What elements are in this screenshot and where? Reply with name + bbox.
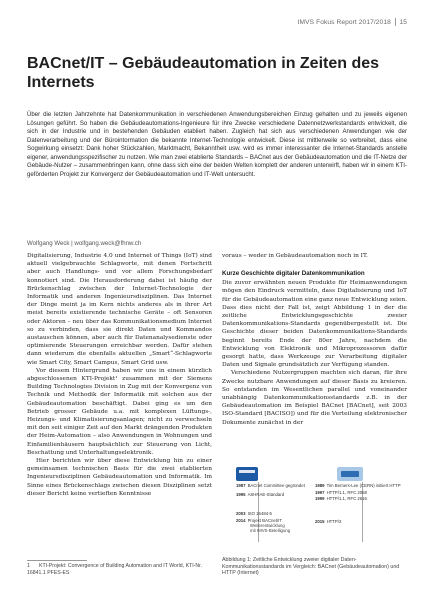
ashrae-logo [236, 467, 258, 481]
right-column [222, 252, 407, 427]
left-paragraph-2: Vor diesem Hintergrund haben wir uns in einem kürzlich abgeschlossenen KTI-Projekt¹ zusammen mit der Siemens Building Technologies Division in Zug mit der Konvergenz von Technik und Methodik der Informatik mit solchen aus der Gebäudeautomation beschäftigt. Dabei ging es um den Betrieb grosser Gebäude u.a. mit komplexen Lüftungs-, Heizungs- und Klimatisierungsanlagen; nicht zu verwechseln mit den seit einiger Zeit auf den Markt drängenden Produkten der Heim-Automation – also Anwendungen in Wohnungen und Einfamilienhäusern hauptsächlich zur Steuerung von Licht, Beschattung und Unterhaltungselektronik. [27, 367, 212, 456]
left-column [27, 252, 212, 498]
timeline-event: 2014 Projekt BACnet/IT [236, 518, 282, 523]
timeline-event: 1995 ASHRAE-Standard [236, 492, 285, 497]
article-title: BACnet/IT – Gebäudeautomation in Zeiten des Internets [27, 55, 380, 91]
timeline-event: 1989 Tim Berners-Lee (CERN) initiiert HTTP [315, 483, 401, 488]
timeline-event: 1987 BACnet Committee gegründet [236, 483, 305, 488]
timeline-event: 2003 ISO 16484-5 [236, 511, 272, 516]
timeline-event: 1999 HTTP/1.1, RFC 2616 [315, 496, 367, 501]
ietf-logo [337, 467, 363, 481]
footnote-text: KTI-Projekt: Convergence of Building Automation and IT World, KTI-Nr. 16841.1 PFES-ES [27, 563, 202, 576]
timeline-event-note: mit IMVS-Beteiligung [250, 528, 291, 533]
footnote-number: 1 [27, 563, 30, 569]
author-line: Wolfgang Weck | wolfgang.weck@fhnw.ch [27, 240, 142, 247]
right-paragraph-2: Die zuvor erwähnten neuen Produkte für Heimanwendungen mögen den Eindruck vermitteln, dass Digitalisierung und IoT für die Gebäudeautomation eine ganz neue Entwicklung seien. Dass dies nicht der Fall ist, zeigt Abbildung 1 in der die zeitliche Entwicklungsgeschichte zweier Datenkommunikations-Standards gegenübergestellt ist. Die Geschichte dieser beiden Datenkommunikations-Standards beginnt bereits Ende der 80er Jahre, nachdem die Entwicklung von Elektronik und Mikroprozessoren dafür gesorgt hatte, dass Werkzeuge zur Verarbeitung digitaler Daten und Signale grundsätzlich zur Verfügung standen. [222, 280, 407, 369]
footnote [27, 563, 212, 576]
right-paragraph-3: Verschiedene Nutzergruppen machten sich daran, für ihre Zwecke nutzbare Anwendungen auf dieser Basis zu kreieren. So entstanden im Wesentlichen parallel und voneinander unabhängig Datenkommunikationsstandards z.B. in der Gebäudeautomation im Beispiel BACnet [BACnet], seit 2003 ISO-Standard [BACISO]) und für die Verteilung elektronischer Dokumente zunächst in der [222, 370, 407, 426]
timeline-figure [222, 467, 407, 554]
timeline-event: 1997 HTTP/1.1, RFC 2068 [315, 490, 367, 495]
right-paragraph-1: voraus – weder in Gebäudeautomation noch in IT. [222, 253, 368, 259]
left-paragraph-1: Digitalisierung, Industrie 4.0 und Internet of Things (IoT) sind aktuell vielgebrauchte Schlagworte, mit denen Fortschritt aber auch Handlungs- und vor allem Forschungsbedarf konnotiert sind. Die Herausforderung dabei ist häufig der Brückenschlag zwischen der Internet-Technologie der Informatik und anderen Ingenieursdisziplinen. Das Internet der Dinge meint ja im Kern nichts anderes als in ihrer Art meist bereits existierende technische Geräte – oft Sensoren oder Aktoren – neu über das Kommunikationsmedium Internet so zu verbinden, dass sie direkt Daten und Kommandos austauschen können, aber auch für Datenanalysedienste oder optimierende Steuerungen erreichbar werden. Dafür stehen dann wiederum die ebenfalls aktuellen „Smart“-Schlagworte wie Smart City, Smart Campus, Smart Grid usw. [27, 253, 212, 366]
left-paragraph-3: Hier berichten wir über diese Entwicklung hin zu einer gemeinsamen technischen Basis für die zwei etablierten Ingenieursdisziplinen Gebäudeautomation und Informatik. Im Sinne eines Brückenschlags zwischen diesen Disziplinen setzt dieser Bericht keine vertieften Kenntnisse [27, 458, 212, 497]
timeline-event-note: Weiterentwicklung [250, 523, 285, 528]
timeline-event: 2015 HTTP/2 [315, 519, 342, 524]
footnote-rule [27, 560, 87, 561]
figure-caption: Abbildung 1: Zeitliche Entwicklung zweier digitaler Daten-Kommunikationsstandards im Vergleich: BACnet (Gebäudeautomation) und HTTP (Internet) [222, 557, 400, 577]
section-heading: Kurze Geschichte digitaler Datenkommunikation [222, 270, 365, 278]
running-header [298, 18, 407, 26]
article-lead: Über die letzten Jahrzehnte hat Datenkommunikation in verschiedenen Anwendungsbereichen Einzug gehalten und zu jeweils eigenen Lösungen geführt. So haben die Gebäudeautomations-Ingenieure für ihre Zwecke verschiedene Datennetzwerkstandards entwickelt, die sich in der Industrie und in bestehenden Gebäuden etabliert haben. Zugleich hat sich aus verschiedenen Anwendungen wie der Datenverarbeitung und der Bürointormation die bekannte Internet-Technologie entwickelt. Diese ist mittlerweile so verbreitet, dass eine Sogwirkung einsetzt: Dank hoher Stückzahlen, Marktmacht, Bekanntheit usw. wird es immer interessanter die Internet-Standards anstelle eigener, anwendungsspezifischer zu nutzen. Wie man zwei etablierte Standards – BACnet aus der Gebäudeautomation und die IT-Netze der Gebäude-Nutzer – zusammenbringen kann, ohne dass sich eine der beiden Welten komplett der anderen unterwirft, haben wir in einem KTI-geförderten Projekt zur Konvergenz der Gebäudeautomation und IT-Welt untersucht. [27, 111, 407, 178]
page-number: 15 [399, 18, 407, 26]
header-divider [395, 18, 396, 26]
publication-name: IMVS Fokus Report 2017/2018 [297, 18, 391, 26]
